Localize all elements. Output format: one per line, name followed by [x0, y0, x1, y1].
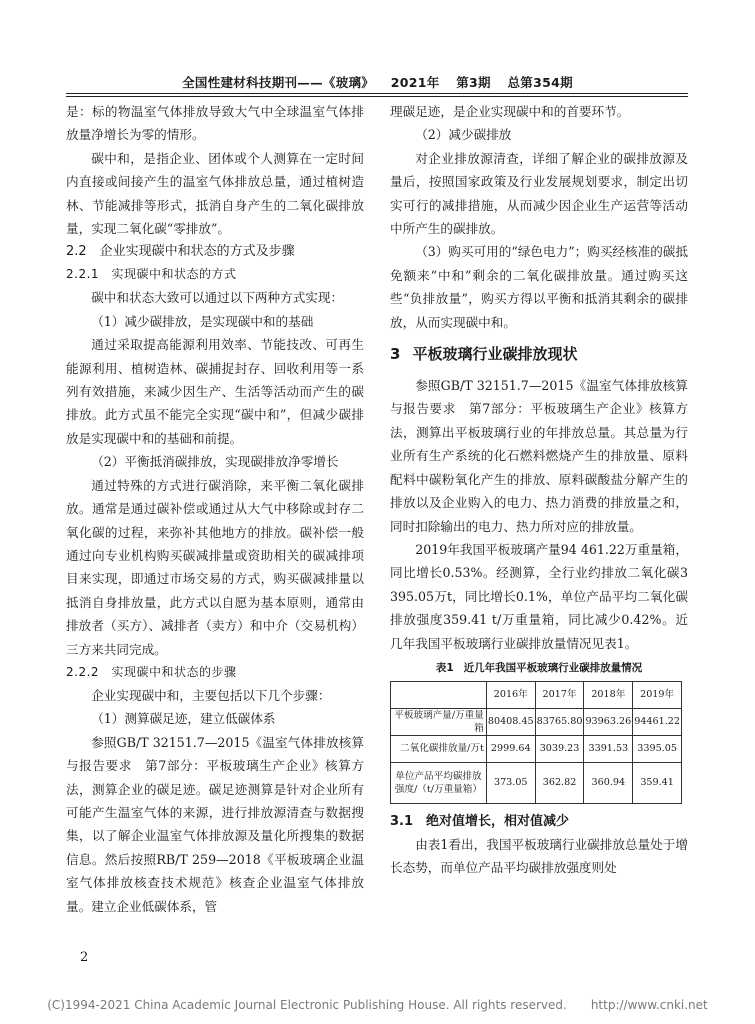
- journal-year: 2021年: [390, 75, 440, 90]
- paragraph: 2019年我国平板玻璃产量94 461.22万重量箱，同比增长0.53%。经测算，全行业约排放二氧化碳3 395.05万t，同比增长0.1%，单位产品平均二氧化碳排放强度359.41 t/万重量箱，同比减少0.42%。近几年我国平板玻璃行业碳排放量情况见表1。: [390, 541, 688, 651]
- table-row: [391, 708, 682, 735]
- paragraph: 通过采取提高能源利用效率、节能技改、可再生能源利用、植树造林、碳捕捉封存、回收利用等一系列有效措施，来减少因生产、生活等活动而产生的碳排放。此方式虽不能完全实现“碳中和”，但减少碳排放是实现碳中和的基础和前提。: [66, 337, 364, 446]
- copyright-footer: (C)1994-2021 China Academic Journal Electronic Publishing House. All rights reserved. http://www.cnki.net: [47, 998, 708, 1012]
- paragraph: 通过特殊的方式进行碳消除，来平衡二氧化碳排放。通常是通过碳补偿或通过从大气中移除或封存二氧化碳的过程，来弥补其他地方的排放。碳补偿一般通过向专业机构购买碳减排量或资助相关的碳减排项目来实现，即通过市场交易的方式，购买碳减排量以抵消自身排放量，此方式以自愿为基本原则，通常由排放者（买方）、减排者（卖方）和中介（交易机构）三方来共同完成。: [66, 477, 364, 657]
- table-title: 近几年我国平板玻璃行业碳排放量情况: [463, 661, 643, 674]
- paragraph: （1）减少碳排放，是实现碳中和的基础: [91, 313, 314, 329]
- table-cell: 80408.45: [486, 708, 535, 735]
- page-number: 2: [80, 950, 89, 965]
- journal-name: 全国性建材科技期刊——《玻璃》: [182, 75, 375, 90]
- header-rule-bottom: [66, 96, 688, 97]
- table-cell: 3395.05: [633, 735, 682, 762]
- subsection-heading: 2.2 企业实现碳中和状态的方式及步骤: [66, 244, 295, 260]
- table-cell: 2999.64: [486, 735, 535, 762]
- paragraph: 碳中和状态大致可以通过以下两种方式实现：: [91, 290, 344, 306]
- journal-issue: 第3期: [456, 75, 491, 90]
- table-row-label: 单位产品平均碳排放强度/（t/万重量箱）: [391, 762, 487, 803]
- paragraph: 参照GB/T 32151.7—2015《温室气体排放核算与报告要求 第7部分：平板玻璃生产企业》核算方法，测算出平板玻璃行业的年排放总量。其总量为行业所有生产系统的化石燃料燃烧产生的排放量、原料配料中碳粉氧化产生的排放、原料碳酸盐分解产生的排放以及企业购入的电力、热力消费的排放量之和，同时扣除输出的电力、热力所对应的排放量。: [390, 378, 688, 534]
- header-rule-top: [66, 93, 688, 94]
- table-header-cell: 2019年: [633, 681, 682, 708]
- table-header-cell: 2016年: [486, 681, 535, 708]
- paragraph: 碳中和，是指企业、团体或个人测算在一定时间内直接或间接产生的温室气体排放总量，通过植树造林、节能减排等形式，抵消自身产生的二氧化碳排放量，实现二氧化碳“零排放”。: [66, 150, 364, 237]
- table-header-cell: 2017年: [535, 681, 584, 708]
- left-column: [66, 100, 364, 918]
- paragraph: （3）购买可用的“绿色电力”；购买经核准的碳抵免额来“中和”剩余的二氧化碳排放量。通过购买这些“负排放量”，购买方得以平衡和抵消其剩余的碳排放，从而实现碳中和。: [390, 244, 688, 330]
- table-row-label: 平板玻璃产量/万重量箱: [391, 708, 487, 735]
- section-number: 3: [390, 345, 401, 364]
- table-header-cell: 2018年: [584, 681, 633, 708]
- paragraph: 企业实现碳中和，主要包括以下几个步骤：: [91, 687, 331, 703]
- table-header-row: [391, 681, 682, 708]
- paragraph: （2）平衡抵消碳排放，实现碳排放净零增长: [91, 454, 339, 470]
- paragraph: （1）测算碳足迹，建立低碳体系: [91, 711, 276, 727]
- table-cell: 373.05: [486, 762, 535, 803]
- subsection-heading: 3.1 绝对值增长，相对值减少: [390, 813, 570, 829]
- paragraph: 参照GB/T 32151.7—2015《温室气体排放核算与报告要求 第7部分：平板玻璃生产企业》核算方法，测算企业的碳足迹。碳足迹测算是针对企业所有可能产生温室气体的来源，进行排放源清查与数据搜集，以了解企业温室气体排放源及量化所搜集的数据信息。然后按照RB/T 259—2018《平板玻璃企业温室气体排放核查技术规范》核查企业温室气体排放量。建立企业低碳体系，管: [66, 734, 364, 914]
- emission-table: [390, 681, 682, 804]
- table-row-label: 二氧化碳排放量/万t: [391, 735, 487, 762]
- subsection-heading: 2.2.2 实现碳中和状态的步骤: [66, 664, 237, 679]
- section-title: 平板玻璃行业碳排放现状: [412, 345, 578, 364]
- table-cell: 362.82: [535, 762, 584, 803]
- table-cell: 359.41: [633, 762, 682, 803]
- table-cell: 83765.80: [535, 708, 584, 735]
- table-label: 表1: [435, 661, 454, 674]
- table-header-cell: [391, 681, 487, 708]
- table-cell: 94461.22: [633, 708, 682, 735]
- paragraph: 由表1看出，我国平板玻璃行业碳排放总量处于增长态势，而单位产品平均碳排放强度则处: [390, 836, 688, 876]
- paragraph: 是：标的物温室气体排放导致大气中全球温室气体排放量净增长为零的情形。: [66, 104, 364, 143]
- subsection-heading: 2.2.1 实现碳中和状态的方式: [66, 267, 237, 282]
- table-cell: 3391.53: [584, 735, 633, 762]
- paragraph: 对企业排放源清查，详细了解企业的碳排放源及量后，按照国家政策及行业发展规划要求，制定出切实可行的减排措施，从而减少因企业生产运营等活动中所产生的碳排放。: [390, 150, 688, 237]
- table-row: [391, 735, 682, 762]
- right-column: [390, 100, 688, 880]
- paragraph: （2）减少碳排放: [415, 127, 512, 143]
- paragraph: 理碳足迹，是企业实现碳中和的首要环节。: [390, 104, 630, 119]
- table-row: [391, 762, 682, 803]
- table-cell: 3039.23: [535, 735, 584, 762]
- right-column-lower: [390, 810, 688, 880]
- table-cell: 93963.26: [584, 708, 633, 735]
- table-caption: [390, 659, 688, 677]
- running-header: [0, 73, 755, 91]
- table-cell: 360.94: [584, 762, 633, 803]
- right-column-upper: [390, 100, 688, 655]
- section-heading: [390, 342, 688, 366]
- journal-total-issue: 总第354期: [507, 75, 573, 90]
